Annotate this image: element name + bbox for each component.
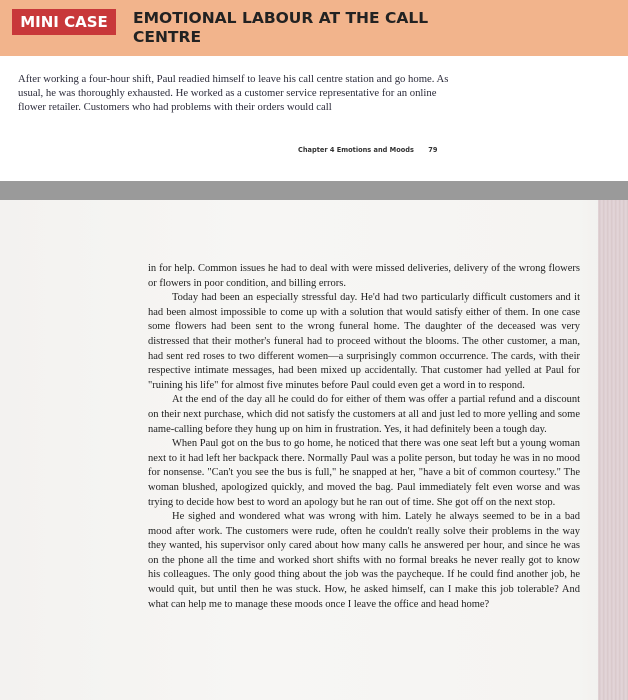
case-title-line-2: CENTRE	[133, 28, 202, 46]
body-paragraph: Today had been an especially stressful day. He'd had two particularly difficult customers and it had been almost impossible to come up with a solution that would satisfy either of them. In one case some flowers had been sent to the wrong funeral home. The daughter of the deceased was very distressed that their mother's funeral had to proceed without the blooms. The other customer, a man, had sent red roses to two different women—a surprisingly common occurrence. The cards, with their respective intimate messages, had been mixed up accidentally. That customer had yelled at Paul for "ruining his life" for almost five minutes before Paul could even get a word in to respond.	[148, 292, 580, 391]
mini-case-banner	[0, 0, 628, 56]
body-paragraph: When Paul got on the bus to go home, he noticed that there was one seat left but a young woman next to it had left her backpack there. Normally Paul was a polite person, but today he was in no mood for nonsense. "Can't you see the bus is full," he snapped at her, "have a bit of common courtesy." The woman blushed, apologized quickly, and moved the bag. Paul immediately felt even worse and was trying to decide how best to word an apology but he ran out of time. She got off on the next stop.	[148, 438, 580, 508]
body-paragraph: At the end of the day all he could do for either of them was offer a partial refund and a discount on their next purchase, which did not satisfy the customers at all and just led to more yelling and some name-calling before they hung up on him in frustration. Yes, it had definitely been a tough day.	[148, 394, 580, 435]
running-head	[298, 146, 498, 154]
page-edge-stack	[598, 200, 628, 700]
page-separator	[0, 181, 628, 200]
mini-case-tag: MINI CASE	[12, 9, 116, 35]
top-page-fragment	[0, 0, 628, 180]
case-body-text	[148, 262, 580, 612]
body-paragraph: He sighed and wondered what was wrong with him. Lately he always seemed to be in a bad mood after work. The customers were rude, often he couldn't really solve their problems in the way they wanted, his supervisor only cared about how many calls he answered per hour, and since he was on the phone all the time and worked short shifts with no formal breaks he never really got to know his colleagues. The only good thing about the job was the paycheque. If he could find another job, he would quit, but until then he was stuck. How, he asked himself, can I make this job tolerable? And what can help me to manage these moods once I leave the office and head home?	[148, 511, 580, 610]
case-title-line-1: EMOTIONAL LABOUR AT THE CALL	[133, 9, 429, 27]
case-title	[133, 9, 433, 47]
intro-paragraph: After working a four-hour shift, Paul readied himself to leave his call centre station and go home. As usual, he was thoroughly exhausted. He worked as a customer service representative for an online flower retailer. Customers who had problems with their orders would call	[18, 73, 449, 113]
chapter-label: Chapter 4 Emotions and Moods	[298, 146, 414, 154]
page-number: 79	[428, 146, 438, 154]
body-paragraph: in for help. Common issues he had to deal with were missed deliveries, delivery of the wrong flowers or flowers in poor condition, and billing errors.	[148, 263, 580, 289]
